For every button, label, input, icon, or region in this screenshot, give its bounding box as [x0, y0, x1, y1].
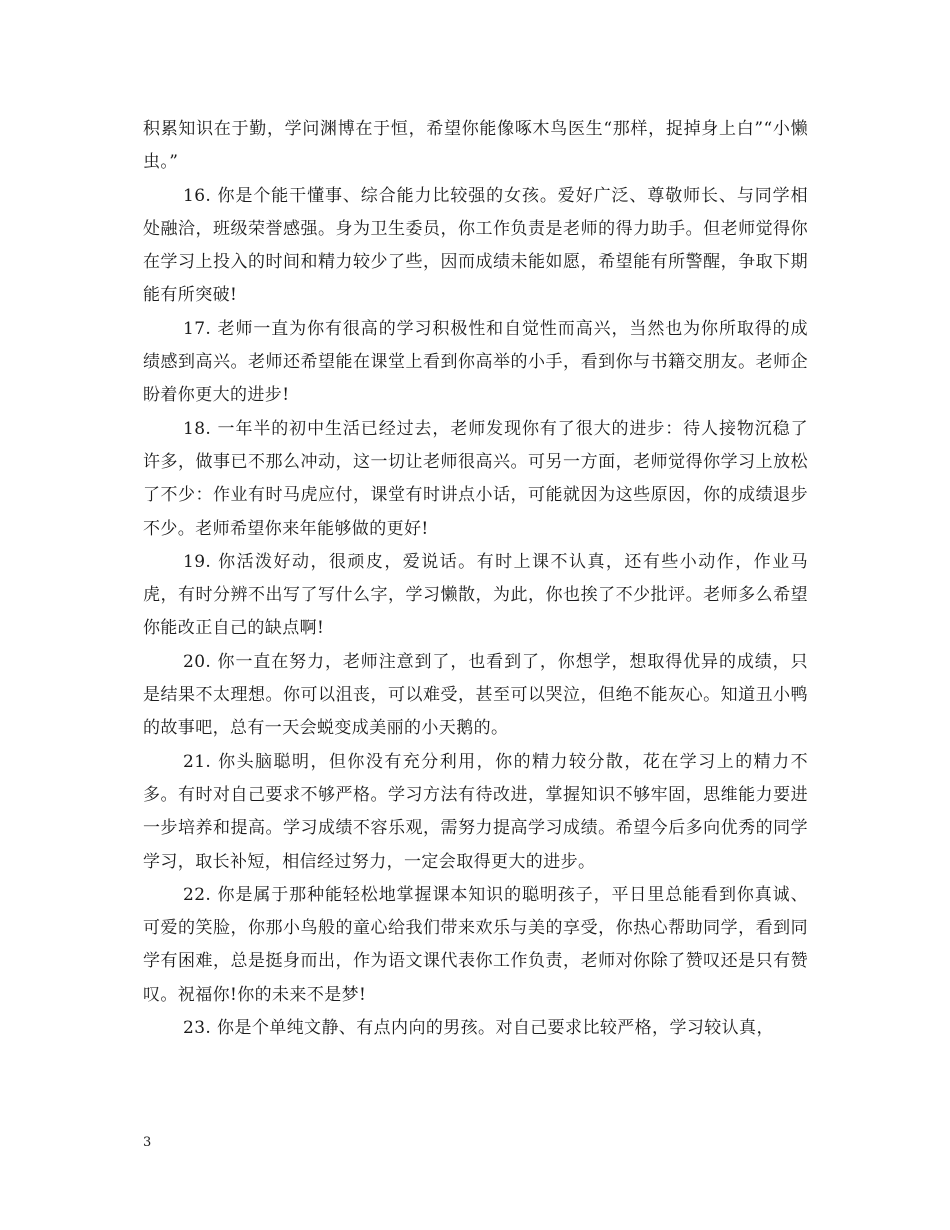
paragraph-21: 21. 你头脑聪明，但你没有充分利用，你的精力较分散，花在学习上的精力不多。有时对自己要求不够严格。学习方法有待改进，掌握知识不够牢固，思维能力要进一步培养和提高。学习成绩不容乐观，需努力提高学习成绩。希望今后多向优秀的同学学习，取长补短，相信经过努力，一定会取得更大的进步。: [143, 751, 808, 872]
paragraph-23: 23. 你是个单纯文静、有点内向的男孩。对自己要求比较严格，学习较认真，: [183, 1018, 774, 1039]
paragraph-0: 积累知识在于勤，学问渊博在于恒，希望你能像啄木鸟医生“那样，捉掉身上白”“小懒虫。”: [143, 119, 808, 173]
paragraph-18: 18. 一年半的初中生活已经过去，老师发现你有了很大的进步：待人接物沉稳了许多，做事已不那么冲动，这一切让老师很高兴。可另一方面，老师觉得你学习上放松了不少：作业有时马虎应付，课堂有时讲点小话，可能就因为这些原因，你的成绩退步不少。老师希望你来年能够做的更好!: [143, 418, 808, 539]
page-number: 3: [143, 1135, 152, 1150]
paragraph-17: 17. 老师一直为你有很高的学习积极性和自觉性而高兴，当然也为你所取得的成绩感到高兴。老师还希望能在课堂上看到你高举的小手，看到你与书籍交朋友。老师企盼着你更大的进步!: [143, 318, 808, 406]
paragraph-20: 20. 你一直在努力，老师注意到了，也看到了，你想学，想取得优异的成绩，只是结果不太理想。你可以沮丧，可以难受，甚至可以哭泣，但绝不能灰心。知道丑小鸭的故事吧，总有一天会蜕变成美丽的小天鹅的。: [143, 651, 808, 739]
paragraph-19: 19. 你活泼好动，很顽皮，爱说话。有时上课不认真，还有些小动作，作业马虎，有时分辨不出写了写什么字，学习懒散，为此，你也挨了不少批评。老师多么希望你能改正自己的缺点啊!: [143, 551, 808, 639]
paragraph-22: 22. 你是属于那种能轻松地掌握课本知识的聪明孩子，平日里总能看到你真诚、可爱的笑脸，你那小鸟般的童心给我们带来欢乐与美的享受，你热心帮助同学，看到同学有困难，总是挺身而出，作为语文课代表你工作负责，老师对你除了赞叹还是只有赞叹。祝福你!你的未来不是梦!: [143, 884, 808, 1005]
body-text: [143, 113, 808, 1045]
paragraph-16: 16. 你是个能干懂事、综合能力比较强的女孩。爱好广泛、尊敬师长、与同学相处融洽，班级荣誉感强。身为卫生委员，你工作负责是老师的得力助手。但老师觉得你在学习上投入的时间和精力较少了些，因而成绩未能如愿，希望能有所警醒，争取下期能有所突破!: [143, 185, 808, 306]
